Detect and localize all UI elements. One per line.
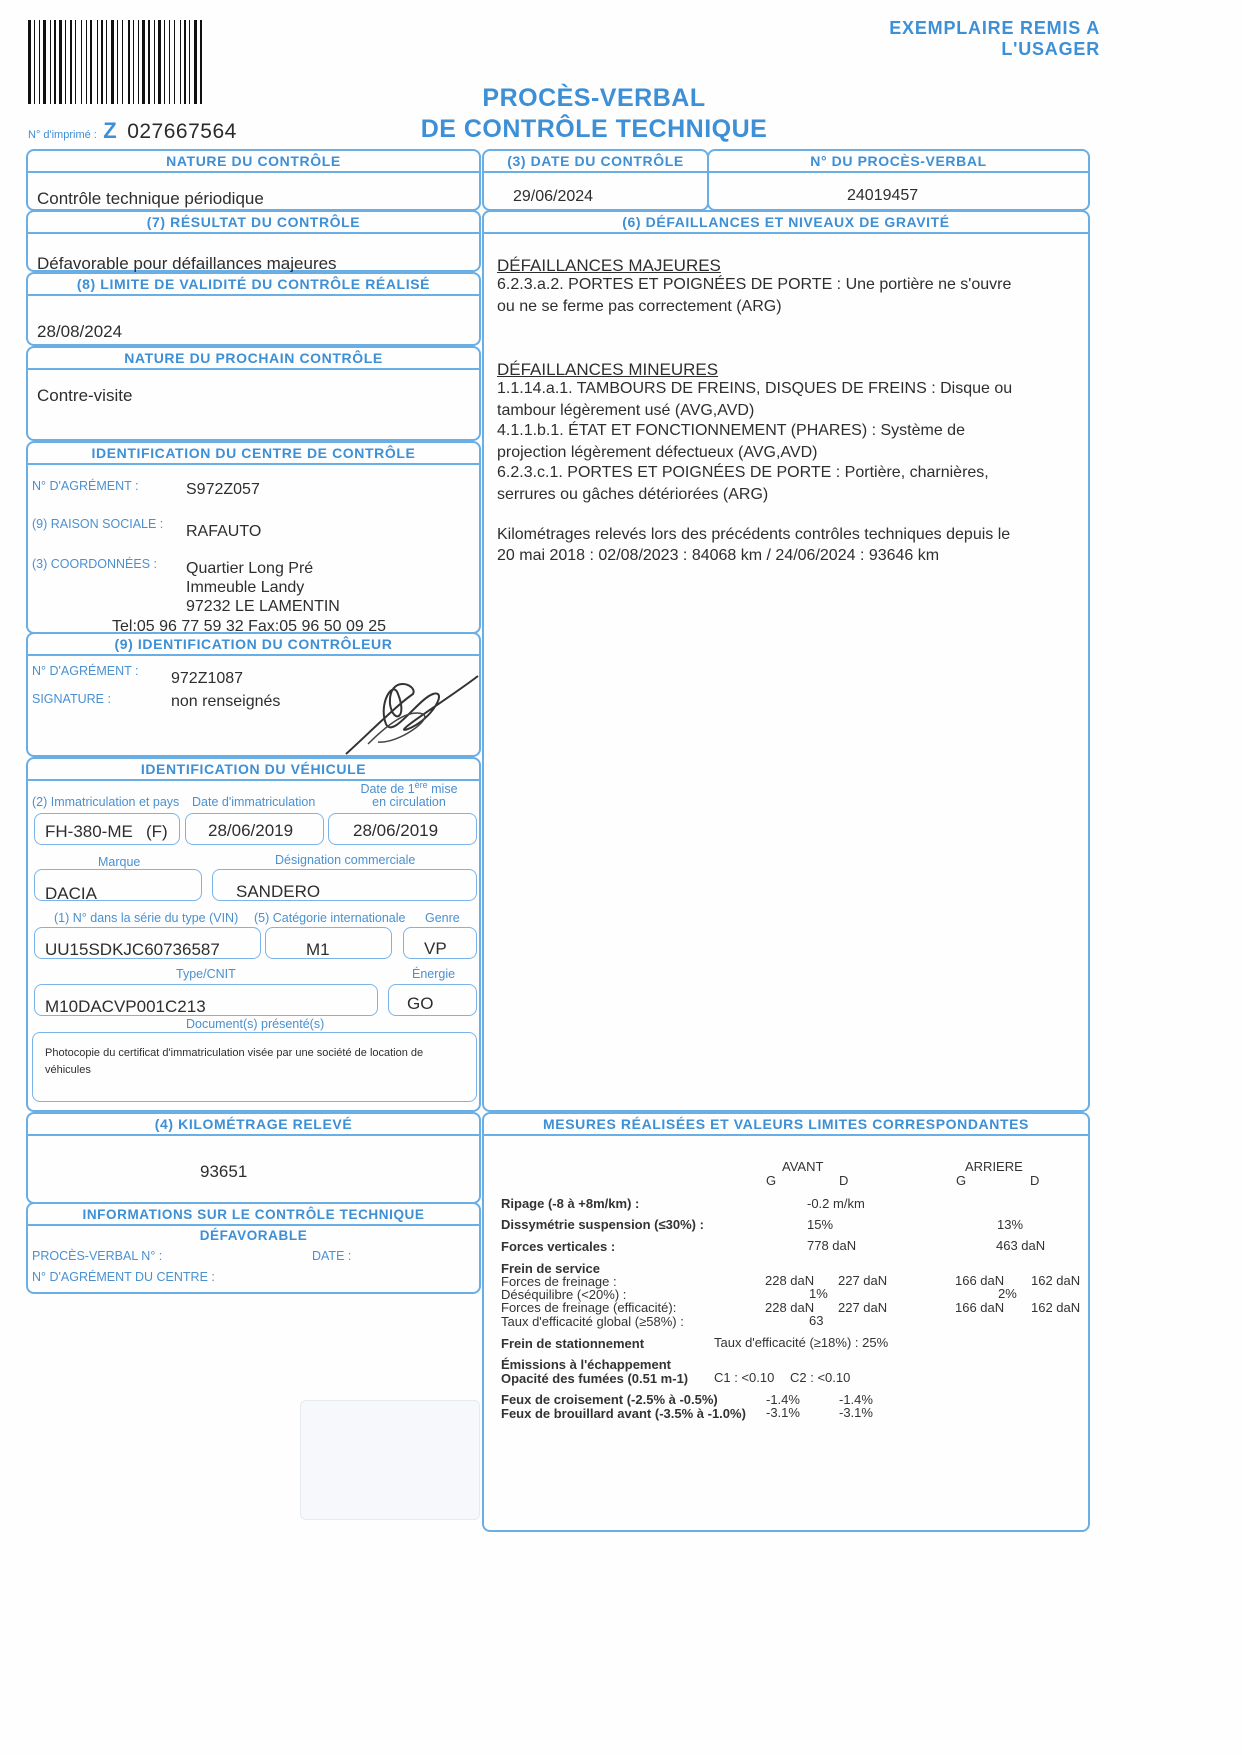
nature-controle-title: NATURE DU CONTRÔLE <box>166 153 341 169</box>
cnit-value: M10DACVP001C213 <box>45 997 206 1016</box>
documents-field <box>32 1032 477 1102</box>
kilometrage-title: (4) KILOMÉTRAGE RELEVÉ <box>154 1116 353 1132</box>
date-mise-field <box>328 813 477 845</box>
stamp-area <box>300 1400 480 1520</box>
frein-stationnement-taux: Taux d'efficacité (≥18%) : 25% <box>714 1335 889 1350</box>
vehicule-box <box>26 757 481 1112</box>
date-immat-value: 28/06/2019 <box>208 821 294 840</box>
immat-pays: (F) <box>146 822 168 841</box>
croisement-d: -1.4% <box>839 1392 873 1407</box>
documents-value: Photocopie du certificat d'immatriculation visée par une société de location de véhicules <box>45 1047 424 1076</box>
title-line2: DE CONTRÔLE TECHNIQUE <box>420 115 768 143</box>
mineures-line-6: serrures ou gâches détériorées (ARG) <box>497 486 769 503</box>
vin-field <box>34 927 261 959</box>
defaillances-title: (6) DÉFAILLANCES ET NIVEAUX DE GRAVITÉ <box>622 214 950 230</box>
mineures-line-5: 6.2.3.c.1. PORTES ET POIGNÉES DE PORTE : Portière, charnières, <box>497 464 989 481</box>
frein-service-label: Frein de service <box>501 1261 600 1276</box>
frein-stationnement-label: Frein de stationnement <box>501 1336 645 1351</box>
forces-efficacite-label: Forces de freinage (efficacité): <box>501 1300 677 1315</box>
mesures-title: MESURES RÉALISÉES ET VALEURS LIMITES CORRESPONDANTES <box>543 1116 1029 1132</box>
copy-label: EXEMPLAIRE REMIS A L'USAGER <box>889 18 1100 59</box>
kilometrages-line2: 20 mai 2018 : 02/08/2023 : 84068 km / 24/06/2024 : 93646 km <box>497 547 940 564</box>
energie-value: GO <box>407 994 434 1013</box>
dissymetrie-label: Dissymétrie suspension (≤30%) : <box>501 1217 704 1232</box>
kilometrages-line1: Kilométrages relevés lors des précédents contrôles techniques depuis le <box>497 526 1011 543</box>
controleur-box <box>26 632 481 757</box>
signature-scribble <box>338 664 488 759</box>
centre-agrement-label: N° D'AGRÉMENT : <box>32 479 139 493</box>
centre-coord-label: (3) COORDONNÉES : <box>32 557 158 571</box>
date-mise-label-sup: ère <box>414 780 428 790</box>
dissymetrie-arriere: 13% <box>997 1217 1024 1232</box>
controleur-agrement-label: N° D'AGRÉMENT : <box>32 664 139 678</box>
fe-avant-g: 228 daN <box>765 1300 815 1315</box>
forces-verticales-label: Forces verticales : <box>501 1239 616 1254</box>
controleur-signature-value: non renseignés <box>171 693 281 710</box>
categorie-value: M1 <box>306 940 330 959</box>
defavorable-pv-label: PROCÈS-VERBAL N° : <box>32 1249 163 1263</box>
avant-d: D <box>839 1173 849 1188</box>
defavorable-date-label: DATE : <box>312 1249 352 1263</box>
date-mise-value: 28/06/2019 <box>353 821 439 840</box>
print-number-value: 027667564 <box>127 120 237 143</box>
designation-label: Désignation commerciale <box>275 853 416 867</box>
limite-value: 28/08/2024 <box>37 322 123 341</box>
date-mise-label-a: Date de 1 <box>360 782 415 797</box>
taux-global-label: Taux d'efficacité global (≥58%) : <box>501 1314 684 1329</box>
vehicule-title: IDENTIFICATION DU VÉHICULE <box>140 761 367 777</box>
defaillances-box <box>482 210 1090 1112</box>
genre-value: VP <box>424 939 447 958</box>
barcode <box>28 20 296 106</box>
mineures-line-2: tambour légèrement usé (AVG,AVD) <box>497 402 755 419</box>
kilometrage-box <box>26 1112 481 1204</box>
arriere-g: G <box>956 1173 967 1188</box>
marque-value: DACIA <box>45 884 97 903</box>
date-mise-label <box>354 779 464 809</box>
centre-agrement-value: S972Z057 <box>186 481 260 498</box>
pv-number-title: N° DU PROCÈS-VERBAL <box>810 153 987 169</box>
energie-field <box>388 984 477 1016</box>
ripage-value: -0.2 m/km <box>807 1196 865 1211</box>
desequilibre-avant: 1% <box>809 1286 828 1301</box>
vin-label: (1) N° dans la série du type (VIN) <box>54 911 239 925</box>
categorie-field <box>265 927 392 959</box>
centre-box <box>26 441 481 634</box>
desequilibre-label: Déséquilibre (<20%) : <box>501 1287 627 1302</box>
centre-raison-label: (9) RAISON SOCIALE : <box>32 517 164 531</box>
brouillard-d: -3.1% <box>839 1405 873 1420</box>
emissions-label: Émissions à l'échappement <box>501 1357 671 1372</box>
mineures-title: DÉFAILLANCES MINEURES <box>497 360 719 379</box>
print-number-letter: Z <box>103 118 117 143</box>
cnit-field <box>34 984 378 1016</box>
print-number <box>28 118 237 144</box>
centre-addr2: Immeuble Landy <box>186 579 305 596</box>
date-controle-box <box>482 149 709 211</box>
centre-addr1: Quartier Long Pré <box>186 560 314 577</box>
immat-label: (2) Immatriculation et pays <box>32 795 180 809</box>
arriere-header: ARRIERE <box>965 1159 1023 1174</box>
forces-freinage-label: Forces de freinage : <box>501 1274 617 1289</box>
limite-box <box>26 272 481 346</box>
centre-tel: Tel:05 96 77 59 32 Fax:05 96 50 09 25 <box>112 618 386 635</box>
pv-number-value: 24019457 <box>847 187 919 204</box>
date-immat-field <box>185 813 324 845</box>
date-controle-value: 29/06/2024 <box>513 188 594 205</box>
opacite-label: Opacité des fumées (0.51 m-1) <box>501 1371 689 1386</box>
limite-title: (8) LIMITE DE VALIDITÉ DU CONTRÔLE RÉALISÉ <box>76 276 431 292</box>
resultat-title: (7) RÉSULTAT DU CONTRÔLE <box>146 214 361 230</box>
majeures-line2: ou ne se ferme pas correctement (ARG) <box>497 298 782 315</box>
brouillard-g: -3.1% <box>766 1405 800 1420</box>
genre-field <box>403 927 477 959</box>
avant-g: G <box>766 1173 777 1188</box>
prochain-title: NATURE DU PROCHAIN CONTRÔLE <box>124 350 383 366</box>
marque-label: Marque <box>98 855 141 869</box>
majeures-title: DÉFAILLANCES MAJEURES <box>497 256 721 275</box>
forces-verticales-avant: 778 daN <box>807 1238 857 1253</box>
categorie-label: (5) Catégorie internationale <box>254 911 406 925</box>
dissymetrie-avant: 15% <box>807 1217 834 1232</box>
ripage-label: Ripage (-8 à +8m/km) : <box>501 1196 640 1211</box>
resultat-box <box>26 210 481 272</box>
designation-field <box>212 869 477 901</box>
nature-controle-value: Contrôle technique périodique <box>37 189 264 208</box>
kilometrage-value: 93651 <box>200 1162 248 1181</box>
genre-label: Genre <box>425 911 460 925</box>
mineures-line-4: projection légèrement défectueux (AVG,AVD) <box>497 444 818 461</box>
forces-verticales-arriere: 463 daN <box>996 1238 1046 1253</box>
prochain-value: Contre-visite <box>37 386 133 405</box>
controleur-agrement-value: 972Z1087 <box>171 670 244 687</box>
majeures-line1: 6.2.3.a.2. PORTES ET POIGNÉES DE PORTE : Une portière ne s'ouvre <box>497 276 1012 293</box>
ff-avant-g: 228 daN <box>765 1273 815 1288</box>
vin-value: UU15SDKJC60736587 <box>45 940 220 959</box>
centre-addr3: 97232 LE LAMENTIN <box>186 598 340 615</box>
date-immat-label: Date d'immatriculation <box>192 795 316 809</box>
energie-label: Énergie <box>412 967 456 981</box>
defavorable-title: INFORMATIONS SUR LE CONTRÔLE TECHNIQUE DÉFAVORABLE <box>82 1207 425 1243</box>
centre-raison-value: RAFAUTO <box>186 523 262 540</box>
title-line1: PROCÈS-VERBAL <box>482 84 706 112</box>
brouillard-label: Feux de brouillard avant (-3.5% à -1.0%) <box>501 1406 746 1421</box>
date-mise-label-c: en circulation <box>372 795 446 810</box>
fe-arriere-g: 166 daN <box>955 1300 1005 1315</box>
print-number-label: N° d'imprimé : <box>28 129 97 141</box>
cnit-label: Type/CNIT <box>176 967 236 981</box>
croisement-label: Feux de croisement (-2.5% à -0.5%) <box>501 1392 718 1407</box>
date-mise-label-b: mise <box>427 782 458 797</box>
opacite-c1: C1 : <0.10 <box>714 1370 775 1385</box>
arriere-d: D <box>1030 1173 1040 1188</box>
mineures-line-3: 4.1.1.b.1. ÉTAT ET FONCTIONNEMENT (PHARES) : Système de <box>497 422 965 439</box>
controleur-signature-label: SIGNATURE : <box>32 692 111 706</box>
immat-field <box>34 813 180 845</box>
fe-arriere-d: 162 daN <box>1031 1300 1081 1315</box>
mineures-line-1: 1.1.14.a.1. TAMBOURS DE FREINS, DISQUES DE FREINS : Disque ou <box>497 380 1013 397</box>
defavorable-agrement-label: N° D'AGRÉMENT DU CENTRE : <box>32 1270 215 1284</box>
prochain-box <box>26 346 481 441</box>
immat-value: FH-380-ME <box>45 822 133 841</box>
taux-global-value: 63 <box>809 1313 824 1328</box>
croisement-g: -1.4% <box>766 1392 800 1407</box>
avant-header: AVANT <box>782 1159 824 1174</box>
fe-avant-d: 227 daN <box>838 1300 888 1315</box>
pv-number-box <box>707 149 1090 211</box>
ff-avant-d: 227 daN <box>838 1273 888 1288</box>
documents-label: Document(s) présenté(s) <box>186 1017 325 1031</box>
date-controle-title: (3) DATE DU CONTRÔLE <box>507 153 684 169</box>
opacite-c2: C2 : <0.10 <box>790 1370 851 1385</box>
controleur-title: (9) IDENTIFICATION DU CONTRÔLEUR <box>114 636 393 652</box>
resultat-value: Défavorable pour défaillances majeures <box>37 254 337 273</box>
designation-value: SANDERO <box>236 882 321 901</box>
marque-field <box>34 869 202 901</box>
defavorable-box <box>26 1202 481 1294</box>
mesures-box <box>482 1112 1090 1532</box>
desequilibre-arriere: 2% <box>998 1286 1017 1301</box>
ff-arriere-d: 162 daN <box>1031 1273 1081 1288</box>
nature-controle-box <box>26 149 481 211</box>
centre-title: IDENTIFICATION DU CENTRE DE CONTRÔLE <box>91 445 416 461</box>
ff-arriere-g: 166 daN <box>955 1273 1005 1288</box>
